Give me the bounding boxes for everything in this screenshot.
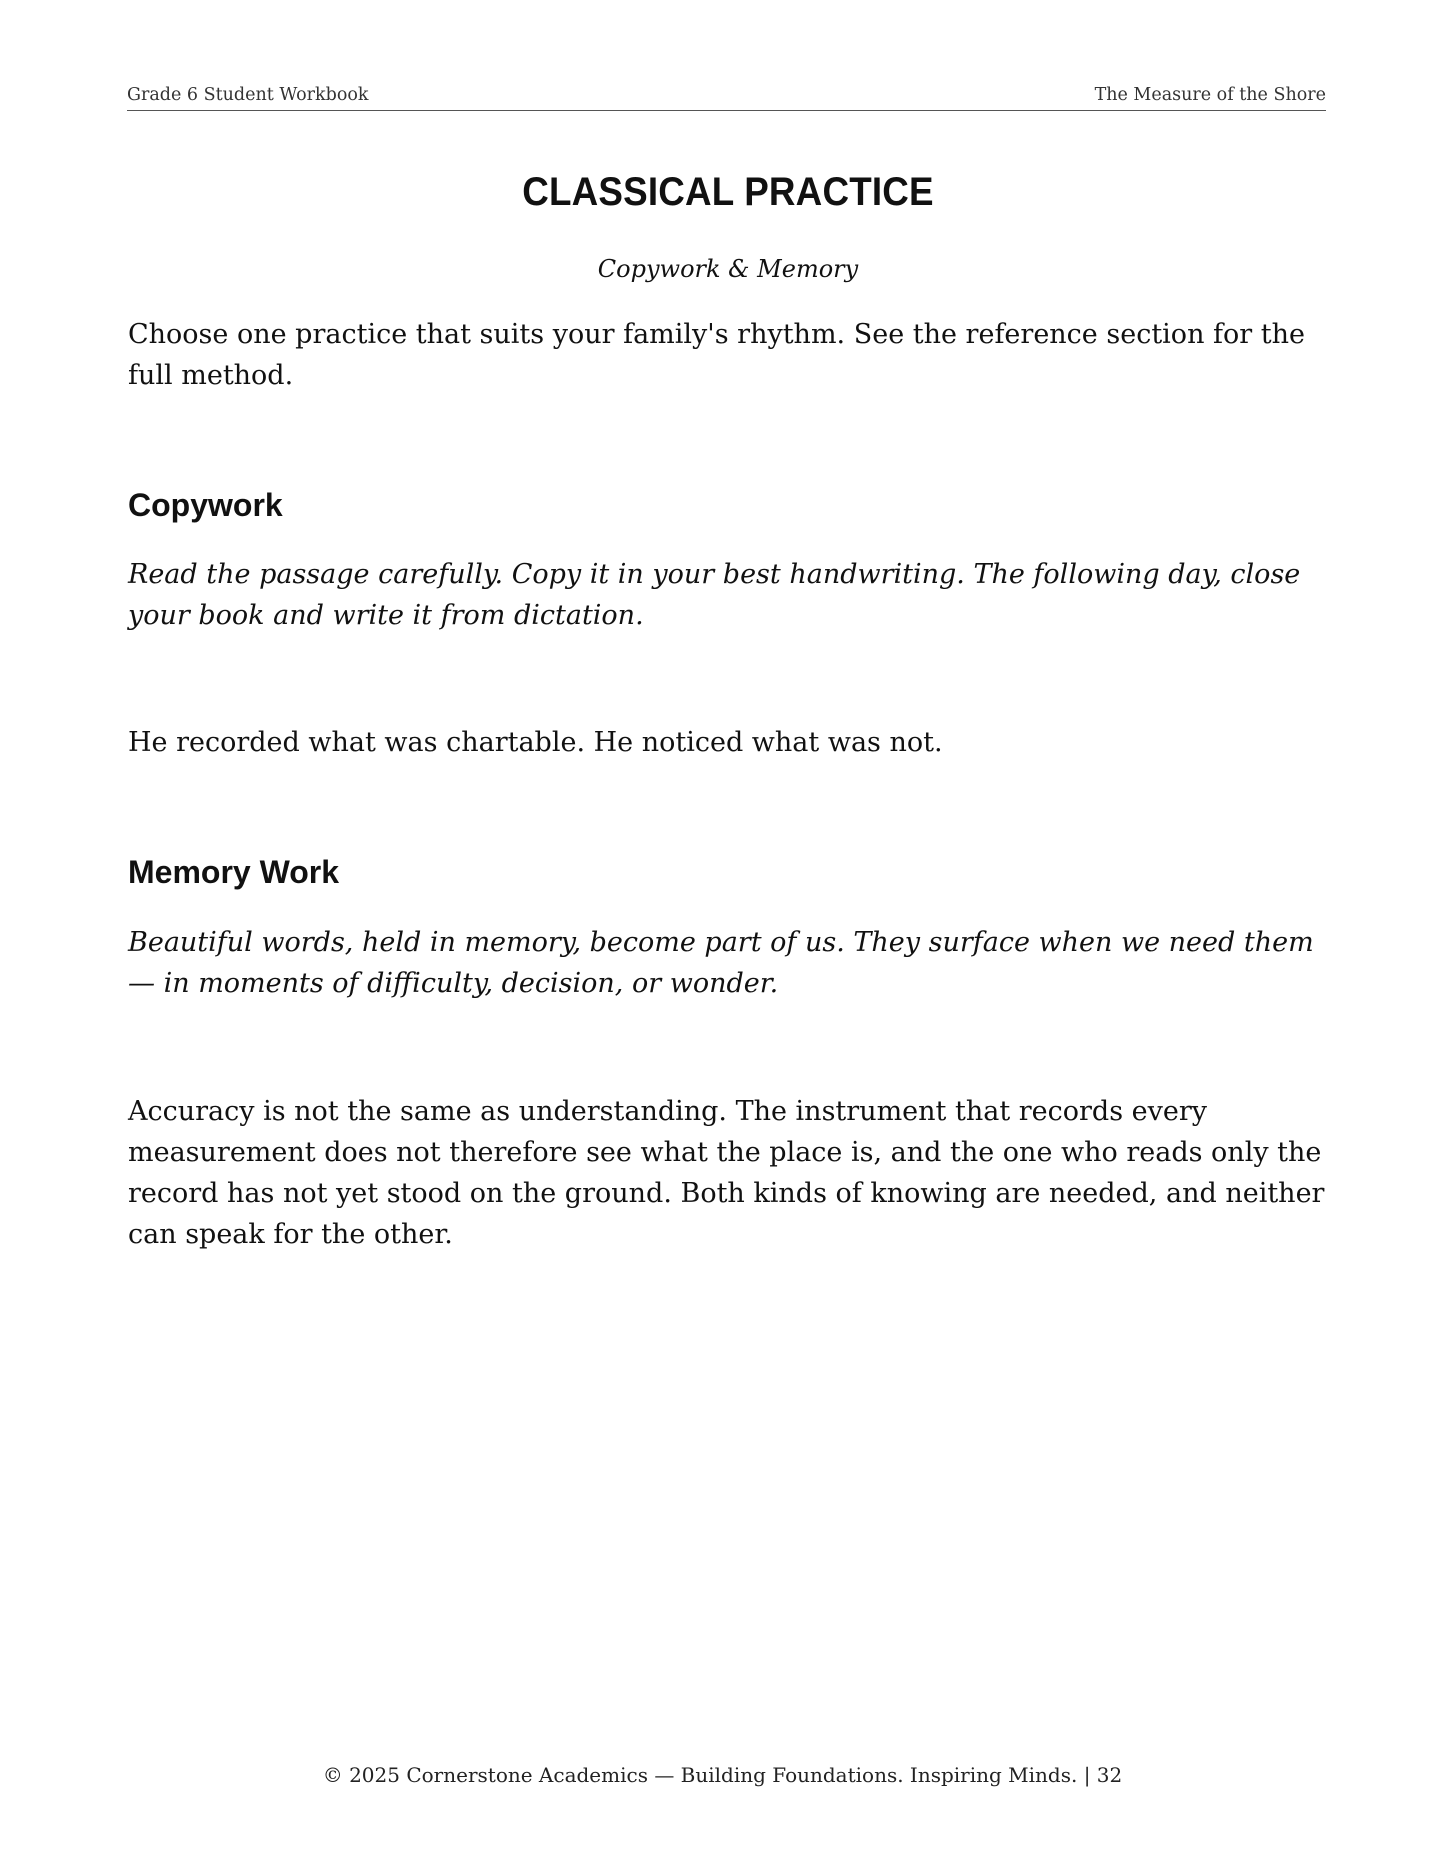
running-header [127, 82, 1326, 111]
intro-paragraph: Choose one practice that suits your family's rhythm. See the reference section for the full method. [128, 319, 1305, 391]
copywork-instructions: Read the passage carefully. Copy it in your best handwriting. The following day, close your book and write it from dictation. [128, 559, 1301, 631]
copywork-passage: He recorded what was chartable. He noticed what was not. [128, 727, 943, 758]
page-subtitle: Copywork & Memory [597, 255, 859, 283]
page-title: CLASSICAL PRACTICE [522, 170, 934, 214]
header-unit-title: The Measure of the Shore [1094, 85, 1326, 105]
memory-work-passage: Accuracy is not the same as understanding. The instrument that records every measurement does not therefore see what the place is, and the one who reads only the record has not yet stood on the ground. Both kinds of knowing are needed, and neither can speak for the other. [128, 1096, 1325, 1250]
header-workbook-title: Grade 6 Student Workbook [127, 85, 369, 105]
memory-work-heading: Memory Work [128, 854, 340, 890]
copywork-heading: Copywork [128, 487, 283, 523]
memory-work-instructions: Beautiful words, held in memory, become part of us. They surface when we need them — in moments of difficulty, decision, or wonder. [128, 927, 1314, 999]
page-footer: © 2025 Cornerstone Academics — Building Foundations. Inspiring Minds. | 32 [322, 1763, 1123, 1787]
